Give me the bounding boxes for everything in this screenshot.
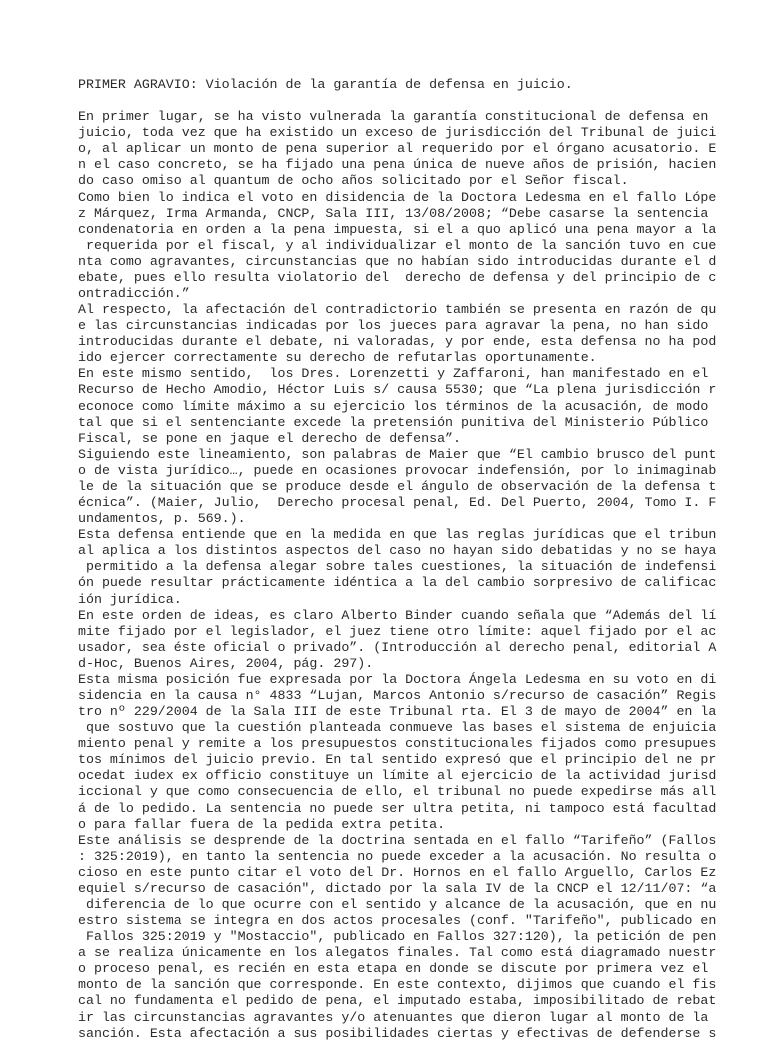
text-line: á de lo pedido. La sentencia no puede ser ultra petita, ni tampoco está facultad bbox=[78, 800, 717, 816]
text-line: cioso en este punto citar el voto del Dr. Hornos en el fallo Arguello, Carlos Ez bbox=[78, 864, 717, 880]
text-line: o para fallar fuera de la pedida extra petita. bbox=[78, 816, 446, 832]
document-body bbox=[78, 77, 768, 1042]
text-line: juicio, toda vez que ha existido un exceso de jurisdicción del Tribunal de juici bbox=[78, 125, 717, 141]
text-line: condenatoria en orden a la pena impuesta, si el a quo aplicó una pena mayor a la bbox=[78, 221, 717, 237]
text-line: écnica”. (Maier, Julio, Derecho procesal penal, Ed. Del Puerto, 2004, Tomo I. F bbox=[78, 495, 717, 511]
text-line: le de la situación que se produce desde el ángulo de observación de la defensa t bbox=[78, 478, 717, 494]
text-line: o, al aplicar un monto de pena superior al requerido por el órgano acusatorio. E bbox=[78, 141, 717, 157]
text-line: estro sistema se integra en dos actos procesales (conf. "Tarifeño", publicado en bbox=[78, 913, 717, 929]
text-line: cal no fundamenta el pedido de pena, el imputado estaba, imposibilitado de rebat bbox=[78, 993, 717, 1009]
text-line: Siguiendo este lineamiento, son palabras de Maier que “El cambio brusco del punt bbox=[78, 446, 717, 462]
text-line: Esta misma posición fue expresada por la Doctora Ángela Ledesma en su voto en di bbox=[78, 671, 717, 687]
text-line: Como bien lo indica el voto en disidencia de la Doctora Ledesma en el fallo Lópe bbox=[78, 189, 717, 205]
text-line: tal que si el sentenciante excede la pretensión punitiva del Ministerio Público bbox=[78, 414, 709, 430]
text-line: nta como agravantes, circunstancias que no habían sido introducidas durante el d bbox=[78, 253, 717, 269]
text-line: equiel s/recurso de casación", dictado por la sala IV de la CNCP el 12/11/07: “a bbox=[78, 880, 717, 896]
text-line: ido ejercer correctamente su derecho de refutarlas oportunamente. bbox=[78, 350, 597, 366]
heading-line: PRIMER AGRAVIO: Violación de la garantía de defensa en juicio. bbox=[78, 77, 573, 92]
text-line: Esta defensa entiende que en la medida en que las reglas jurídicas que el tribun bbox=[78, 527, 717, 543]
text-line: En este orden de ideas, es claro Alberto Binder cuando señala que “Además del lí bbox=[78, 607, 717, 623]
text-line: ocedat iudex ex officio constituye un límite al ejercicio de la actividad jurisd bbox=[78, 768, 717, 784]
text-line: Fallos 325:2019 y "Mostaccio", publicado en Fallos 327:120), la petición de pen bbox=[78, 929, 717, 945]
text-line: econoce como límite máximo a su ejercicio los términos de la acusación, de modo bbox=[78, 398, 709, 414]
text-line: e las circunstancias indicadas por los jueces para agravar la pena, no han sido bbox=[78, 318, 709, 334]
text-line: diferencia de lo que ocurre con el sentido y alcance de la acusación, que en nu bbox=[78, 896, 717, 912]
text-line: tro nº 229/2004 de la Sala III de este Tribunal rta. El 3 de mayo de 2004” en la bbox=[78, 704, 717, 720]
text-line: Fiscal, se pone en jaque el derecho de defensa”. bbox=[78, 430, 462, 446]
text-line: a se realiza únicamente en los alegatos finales. Tal como está diagramado nuestr bbox=[78, 945, 717, 961]
text-line: iccional y que como consecuencia de ello, el tribunal no puede expedirse más all bbox=[78, 784, 717, 800]
text-line: mite fijado por el legislador, el juez tiene otro límite: aquel fijado por el ac bbox=[78, 623, 717, 639]
text-line: tos mínimos del juicio previo. En tal sentido expresó que el principio del ne pr bbox=[78, 752, 717, 768]
text-line: ón puede resultar prácticamente idéntica a la del cambio sorpresivo de calificac bbox=[78, 575, 717, 591]
text-line: o proceso penal, es recién en esta etapa en donde se discute por primera vez el bbox=[78, 961, 709, 977]
text-line: ebate, pues ello resulta violatorio del derecho de defensa y del principio de c bbox=[78, 269, 717, 285]
text-line: monto de la sanción que corresponde. En este contexto, dijimos que cuando el fis bbox=[78, 977, 717, 993]
text-line: o de vista jurídico…, puede en ocasiones provocar indefensión, por lo inimaginab bbox=[78, 462, 717, 478]
text-line: d-Hoc, Buenos Aires, 2004, pág. 297). bbox=[78, 655, 374, 671]
text-line: miento penal y remite a los presupuestos constitucionales fijados como presupues bbox=[78, 736, 717, 752]
text-line: usador, sea éste oficial o privado”. (Introducción al derecho penal, editorial A bbox=[78, 639, 717, 655]
text-line: que sostuvo que la cuestión planteada conmueve las bases el sistema de enjuicia bbox=[78, 720, 717, 736]
text-line: permitido a la defensa alegar sobre tales cuestiones, la situación de indefensi bbox=[78, 559, 717, 575]
text-line: introducidas durante el debate, ni valoradas, y por ende, esta defensa no ha pod bbox=[78, 334, 717, 350]
text-line: En primer lugar, se ha visto vulnerada la garantía constitucional de defensa en bbox=[78, 109, 709, 125]
text-line: al aplica a los distintos aspectos del caso no hayan sido debatidas y no se haya bbox=[78, 543, 717, 559]
text-line bbox=[78, 93, 768, 109]
text-line: Recurso de Hecho Amodio, Héctor Luis s/ causa 5530; que “La plena jurisdicción r bbox=[78, 382, 717, 398]
text-line: requerida por el fiscal, y al individualizar el monto de la sanción tuvo en cue bbox=[78, 237, 717, 253]
text-line: z Márquez, Irma Armanda, CNCP, Sala III, 13/08/2008; “Debe casarse la sentencia bbox=[78, 205, 709, 221]
text-line: sanción. Esta afectación a sus posibilidades ciertas y efectivas de defenderse s bbox=[78, 1025, 717, 1041]
text-line: ontradicción.” bbox=[78, 286, 190, 302]
text-line: undamentos, p. 569.). bbox=[78, 511, 246, 527]
text-line: n el caso concreto, se ha fijado una pena única de nueve años de prisión, hacien bbox=[78, 157, 717, 173]
text-line: : 325:2019), en tanto la sentencia no puede exceder a la acusación. No resulta o bbox=[78, 848, 717, 864]
text-line: ión jurídica. bbox=[78, 591, 182, 607]
text-line: Este análisis se desprende de la doctrina sentada en el fallo “Tarifeño” (Fallos bbox=[78, 832, 717, 848]
text-line: do caso omiso al quantum de ocho años solicitado por el Señor fiscal. bbox=[78, 173, 629, 189]
text-line: ir las circunstancias agravantes y/o atenuantes que dieron lugar al monto de la bbox=[78, 1009, 709, 1025]
text-line: En este mismo sentido, los Dres. Lorenzetti y Zaffaroni, han manifestado en el bbox=[78, 366, 709, 382]
text-line: sidencia en la causa n° 4833 “Lujan, Marcos Antonio s/recurso de casación” Regis bbox=[78, 687, 717, 703]
text-line: Al respecto, la afectación del contradictorio también se presenta en razón de qu bbox=[78, 302, 717, 318]
